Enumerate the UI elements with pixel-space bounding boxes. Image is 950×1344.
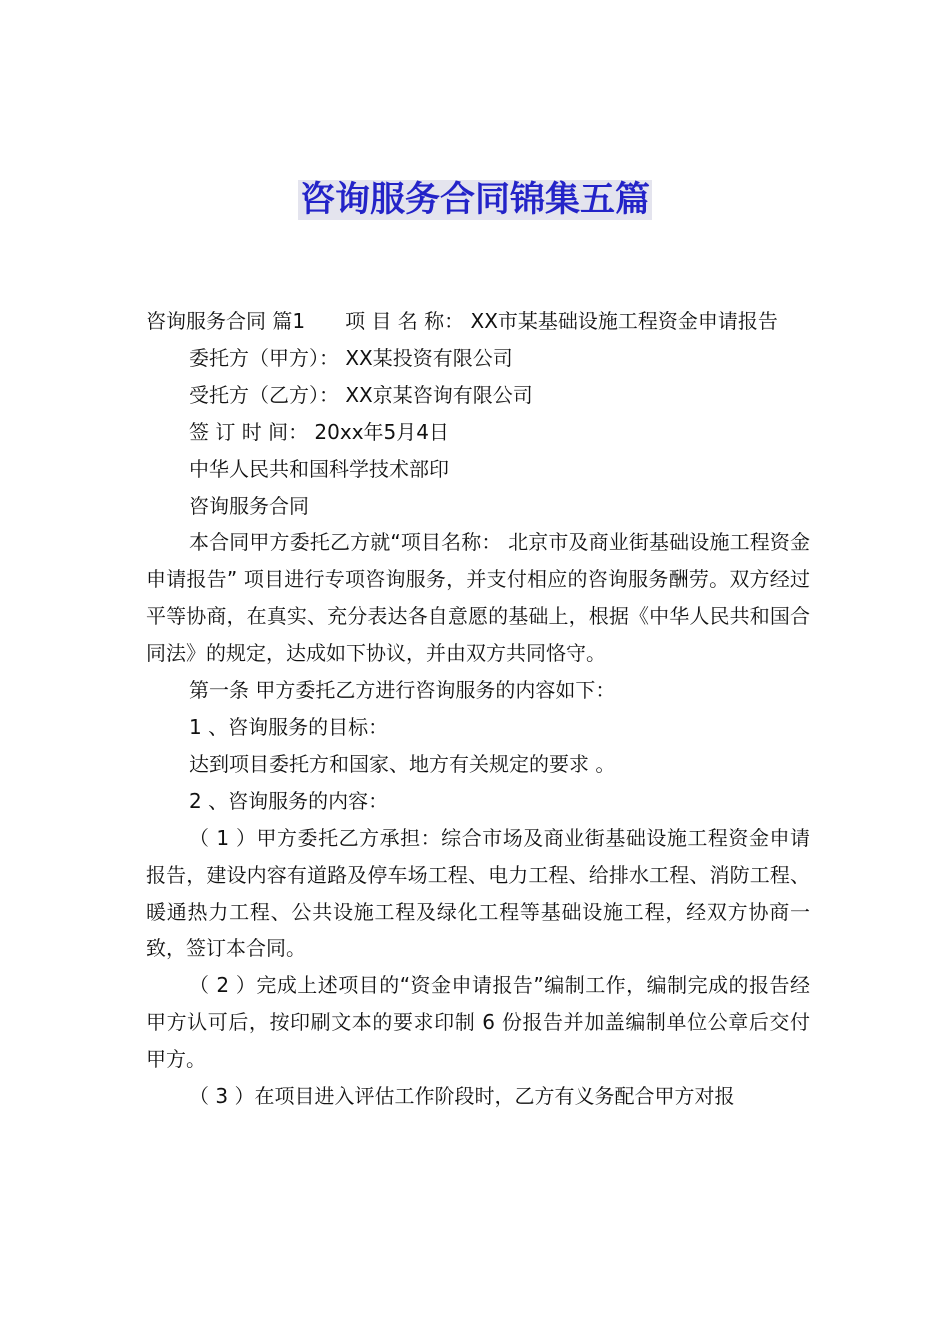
document-title-text: 咨询服务合同锦集五篇 — [299, 180, 650, 220]
paragraph-client: 委托方（甲方）： XX某投资有限公司 — [189, 345, 513, 370]
paragraph-preamble: 本合同甲方委托乙方就“项目名称： 北京市及商业街基础设施工程资金申请报告” 项目进行专项咨询服务，并支付相应的咨询服务酬劳。双方经过平等协商，在真实、充分表达各自意愿的基础上，根据《中华人民共和国合同法》的规定，达成如下协议，并由双方共同恪守。 — [146, 530, 810, 666]
paragraph-subitem-1: （ 1 ）甲方委托乙方承担：综合市场及商业街基础设施工程资金申请报告，建设内容有道路及停车场工程、电力工程、给排水工程、消防工程、暖通热力工程、公共设施工程及绿化工程等基础设施工程，经双方协商一致，签订本合同。 — [146, 825, 810, 961]
paragraph-item-1: 1 、咨询服务的目标： — [189, 714, 389, 739]
paragraph-subitem-2: （ 2 ）完成上述项目的“资金申请报告”编制工作，编制完成的报告经甲方认可后，按印刷文本的要求印制 6 份报告并加盖编制单位公章后交付甲方。 — [146, 973, 810, 1072]
document-title — [0, 176, 950, 224]
paragraph-subitem-3: （ 3 ）在项目进入评估工作阶段时，乙方有义务配合甲方对报 — [189, 1084, 735, 1109]
paragraph-item-2: 2 、咨询服务的内容： — [189, 788, 389, 813]
paragraph-sign-date: 签 订 时 间： 20xx年5月4日 — [189, 419, 449, 444]
paragraph-printed-by: 中华人民共和国科学技术部印 — [189, 456, 449, 481]
paragraph-article-1: 第一条 甲方委托乙方进行咨询服务的内容如下： — [189, 678, 616, 703]
paragraph-heading-line: 咨询服务合同 篇1 项 目 名 称： XX市某基础设施工程资金申请报告 — [146, 309, 778, 333]
paragraph-item-1-content: 达到项目委托方和国家、地方有关规定的要求 。 — [189, 751, 616, 776]
paragraph-contract-name: 咨询服务合同 — [189, 493, 309, 518]
paragraph-contractor: 受托方（乙方）： XX京某咨询有限公司 — [189, 382, 533, 407]
document-body — [146, 303, 810, 1115]
